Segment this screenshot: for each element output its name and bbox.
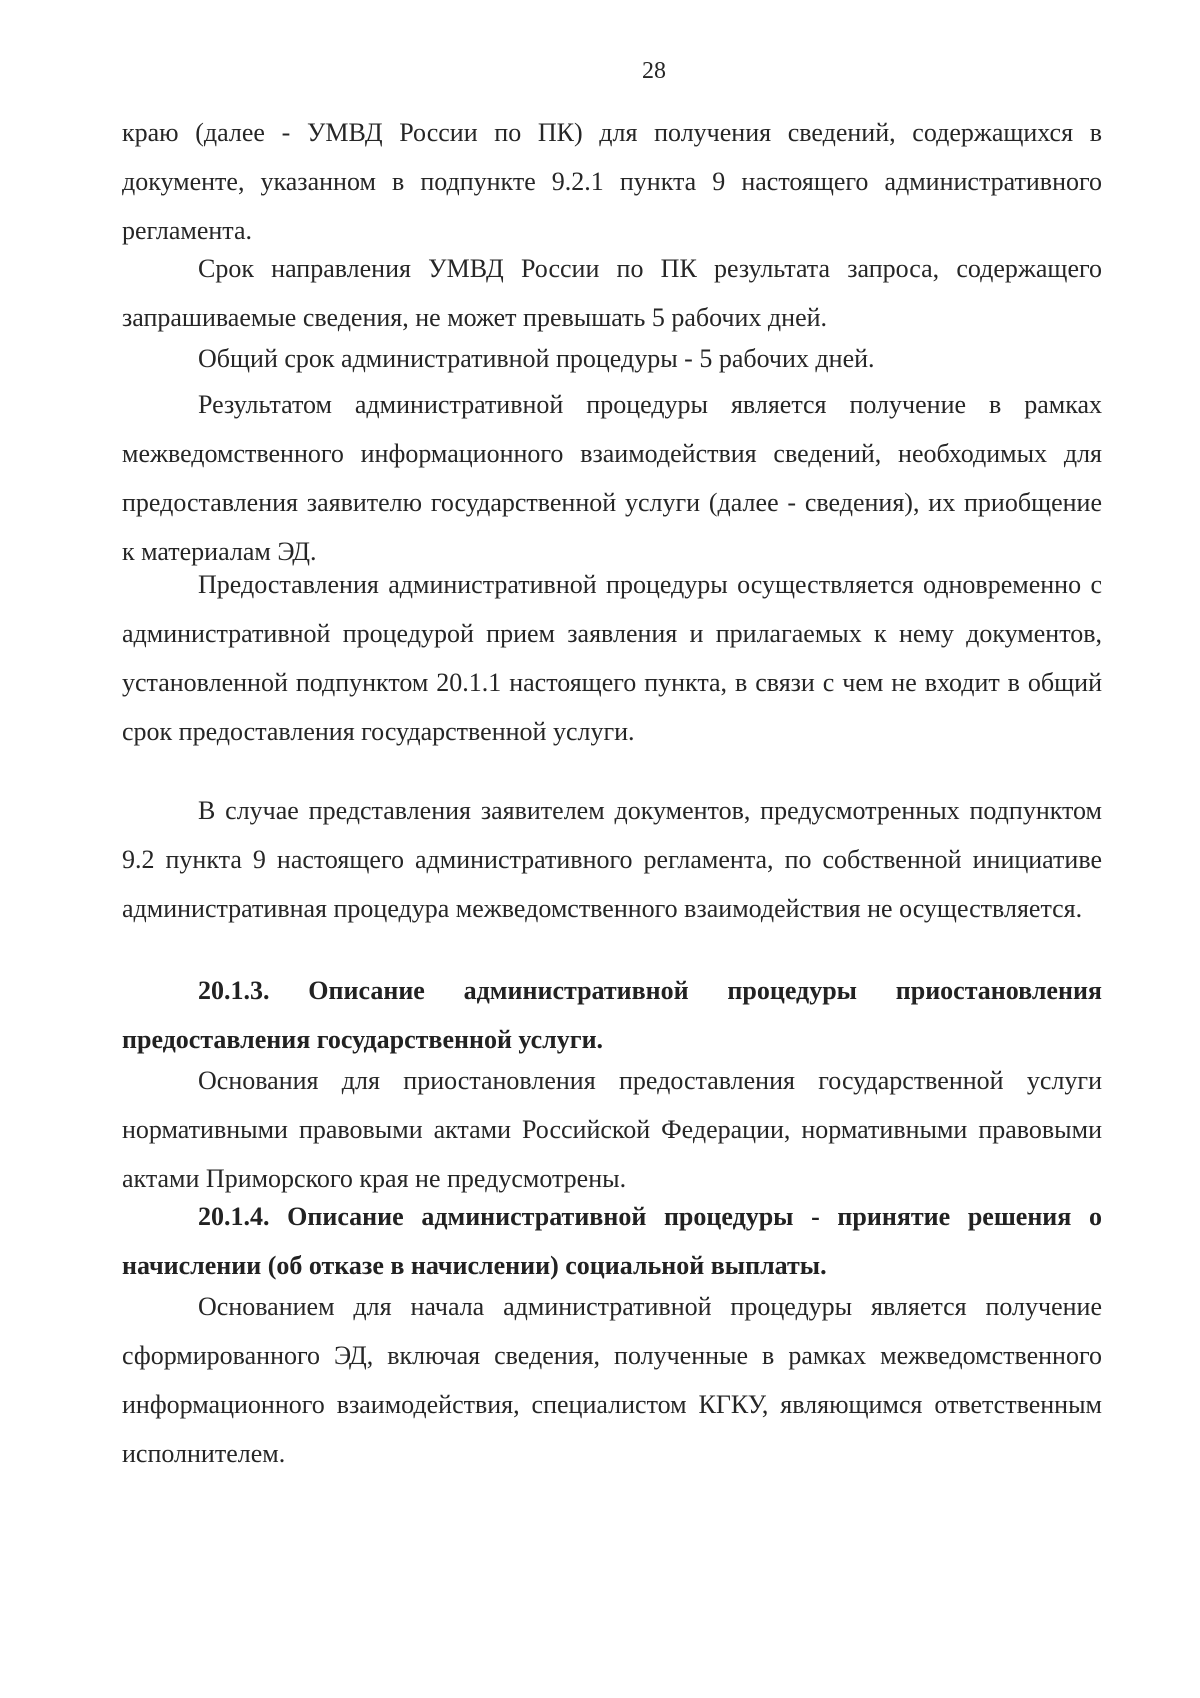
page-number: 28 bbox=[642, 58, 666, 84]
paragraph-suspension-grounds: Основания для приостановления предоставления государственной услуги нормативными правовыми актами Российской Федерации, нормативными правовыми актами Приморского края не предусмотрены. bbox=[122, 1066, 1102, 1193]
paragraph-continuation: краю (далее - УМВД России по ПК) для получения сведений, содержащихся в документе, указанном в подпункте 9.2.1 пункта 9 настоящего административного регламента. bbox=[122, 118, 1102, 245]
paragraph-procedure-result: Результатом административной процедуры является получение в рамках межведомственного информационного взаимодействия сведений, необходимых для предоставления заявителю государственной услуги (далее - сведения), их приобщение к материалам ЭД. bbox=[122, 390, 1102, 566]
paragraph-simultaneous-procedure: Предоставления административной процедуры осуществляется одновременно с административной процедурой прием заявления и прилагаемых к нему документов, установленной подпунктом 20.1.1 настоящего пункта, в связи с чем не входит в общий срок предоставления государственной услуги. bbox=[122, 570, 1102, 746]
section-heading-20-1-3: 20.1.3. Описание административной процедуры приостановления предоставления государственной услуги. bbox=[122, 976, 1102, 1054]
paragraph-own-initiative: В случае представления заявителем документов, предусмотренных подпунктом 9.2 пункта 9 настоящего административного регламента, по собственной инициативе административная процедура межведомственного взаимодействия не осуществляется. bbox=[122, 796, 1102, 923]
paragraph-decision-basis: Основанием для начала административной процедуры является получение сформированного ЭД, включая сведения, полученные в рамках межведомственного информационного взаимодействия, специалистом КГКУ, являющимся ответственным исполнителем. bbox=[122, 1292, 1102, 1468]
paragraph-response-deadline: Срок направления УМВД России по ПК результата запроса, содержащего запрашиваемые сведения, не может превышать 5 рабочих дней. bbox=[122, 254, 1102, 332]
section-heading-20-1-4: 20.1.4. Описание административной процедуры - принятие решения о начислении (об отказе в начислении) социальной выплаты. bbox=[122, 1202, 1102, 1280]
paragraph-total-term: Общий срок административной процедуры - 5 рабочих дней. bbox=[198, 344, 875, 373]
